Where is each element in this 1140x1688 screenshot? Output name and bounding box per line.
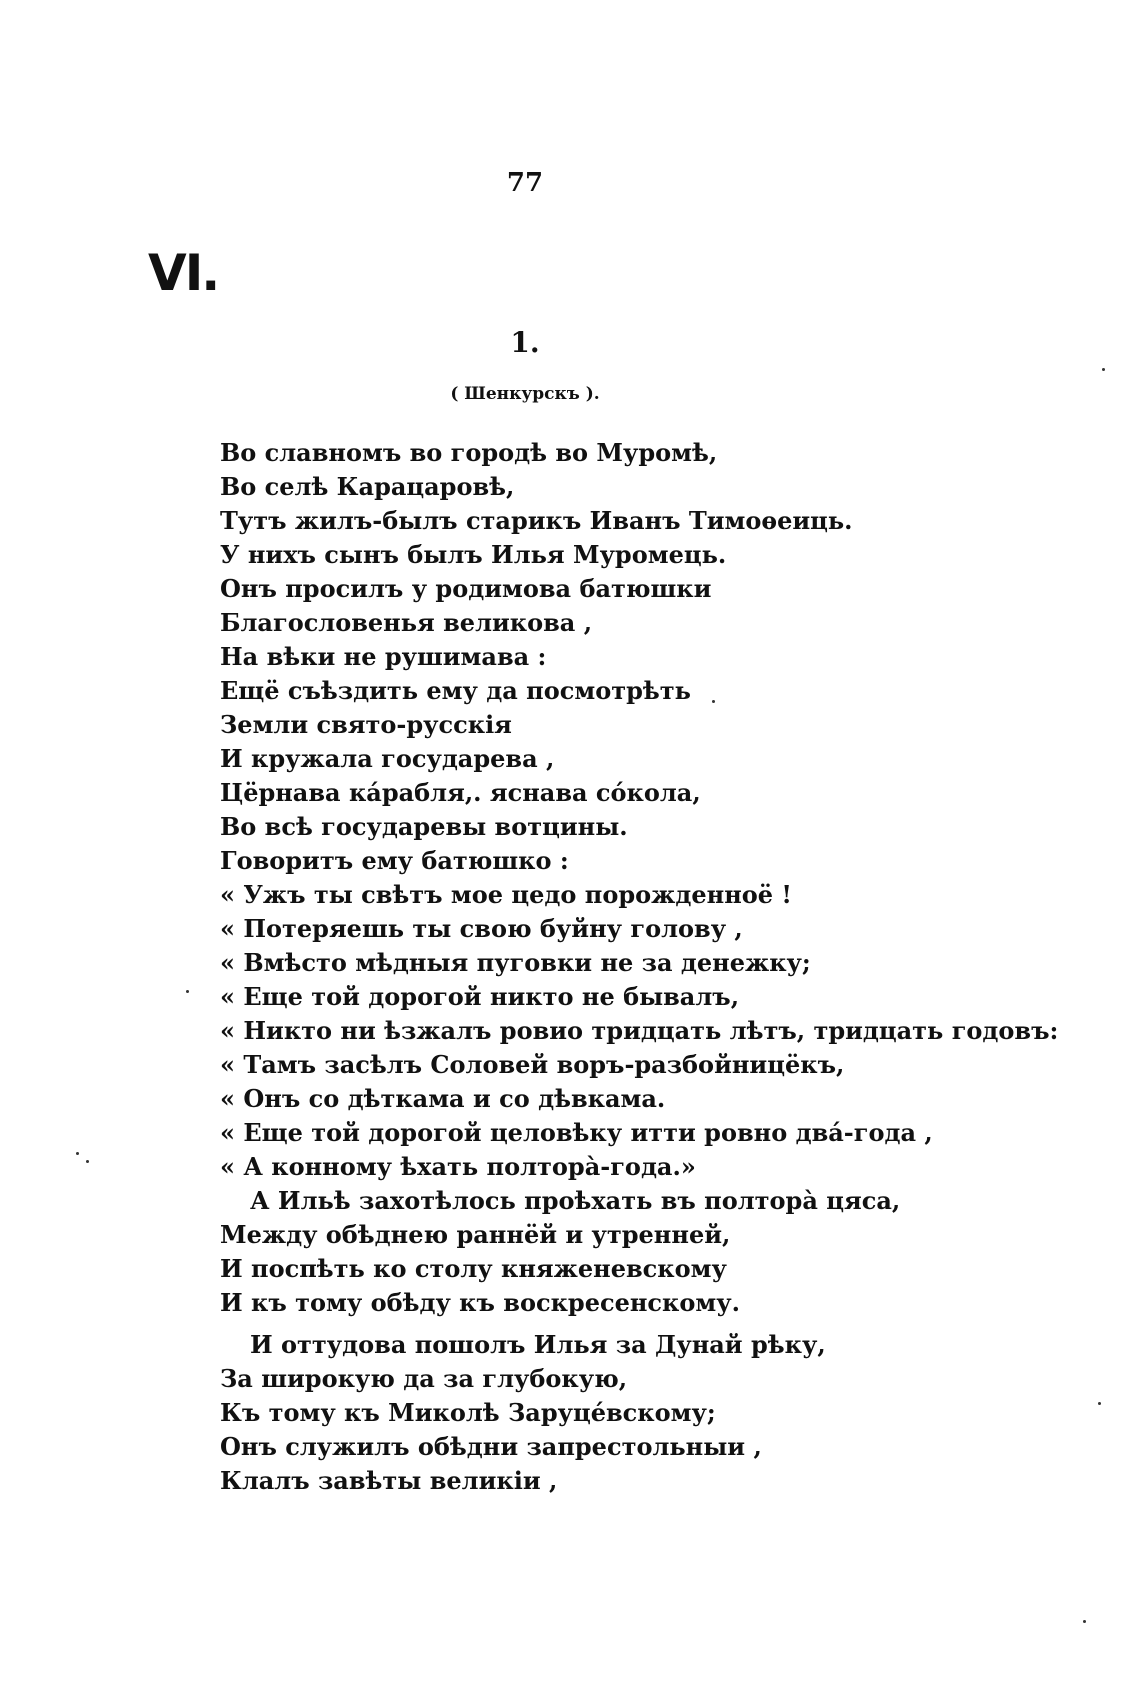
verse-text: Цёрнава кáрабля,. яснава сóкола, bbox=[220, 778, 701, 807]
verse-text: Онъ служилъ обѣдни запрестольныи , bbox=[220, 1432, 762, 1461]
chapter-heading: VI. bbox=[148, 244, 219, 302]
verse-text: И кружала государева , bbox=[220, 744, 555, 773]
verse-text: Тутъ жилъ-былъ старикъ Иванъ Тимоѳеиць. bbox=[220, 506, 853, 535]
verse-text: « А конному ѣхать полторà-года.» bbox=[220, 1152, 696, 1181]
verse-text: « Онъ со дѣткама и со дѣвкама. bbox=[220, 1084, 666, 1113]
verse-text: Во селѣ Карацаровѣ, bbox=[220, 472, 515, 501]
verse-text: Благословенья великова , bbox=[220, 608, 593, 637]
verse-text: Говоритъ ему батюшко : bbox=[220, 846, 569, 875]
scan-speck bbox=[1098, 1402, 1101, 1405]
verse-text: Во славномъ во городѣ во Муромѣ, bbox=[220, 438, 718, 467]
verse-text: У нихъ сынъ былъ Илья Муромець. bbox=[220, 540, 727, 569]
verse-text: Онъ просилъ у родимова батюшки bbox=[220, 574, 712, 603]
scan-speck bbox=[76, 1152, 79, 1155]
verse-text: « Тамъ засѣлъ Соловей воръ-разбойницёкъ, bbox=[220, 1050, 845, 1079]
verse-text: « Вмѣсто мѣдныя пуговки не за денежку; bbox=[220, 948, 811, 977]
verse-text: На вѣки не рушимава : bbox=[220, 642, 547, 671]
verse-text: Между обѣднею раннёй и утренней, bbox=[220, 1220, 731, 1249]
verse-text: И поспѣть ко столу княженевскому bbox=[220, 1254, 727, 1283]
scan-speck bbox=[712, 700, 715, 703]
verse-text: « Ужъ ты свѣтъ мое цедо порожденноё ! bbox=[220, 880, 792, 909]
verse-text: « Никто ни ѣзжалъ ровио тридцать лѣтъ, тридцать годовъ: bbox=[220, 1016, 1059, 1045]
scan-speck bbox=[186, 990, 189, 993]
verse-text: « Еще той дорогой целовѣку итти ровно двá-года , bbox=[220, 1118, 933, 1147]
verse-text: Ещё съѣздить ему да посмотрѣть bbox=[220, 676, 691, 705]
verse-text: За широкую да за глубокую, bbox=[220, 1364, 628, 1393]
scan-speck bbox=[86, 1160, 89, 1163]
verse-text: А Ильѣ захотѣлось проѣхать въ полторà цяса, bbox=[250, 1186, 901, 1215]
verse-text: И къ тому обѣду къ воскресенскому. bbox=[220, 1288, 740, 1317]
scan-speck bbox=[1102, 368, 1105, 371]
verse-text: Земли свято-русскія bbox=[220, 710, 512, 739]
verse-text: Къ тому къ Миколѣ Заруцéвскому; bbox=[220, 1398, 716, 1427]
verse-text: И оттудова пошолъ Илья за Дунай рѣку, bbox=[250, 1330, 826, 1359]
verse-text: Клалъ завѣты великіи , bbox=[220, 1466, 558, 1495]
place-caption: ( Шенкурскъ ). bbox=[450, 384, 600, 404]
section-number: 1. bbox=[510, 326, 540, 359]
verse-text: « Еще той дорогой никто не бывалъ, bbox=[220, 982, 740, 1011]
page-number: 77 bbox=[506, 168, 544, 198]
verse-text: « Потеряешь ты свою буйну голову , bbox=[220, 914, 743, 943]
verse-text: Во всѣ государевы вотцины. bbox=[220, 812, 628, 841]
scan-speck bbox=[1083, 1620, 1086, 1623]
